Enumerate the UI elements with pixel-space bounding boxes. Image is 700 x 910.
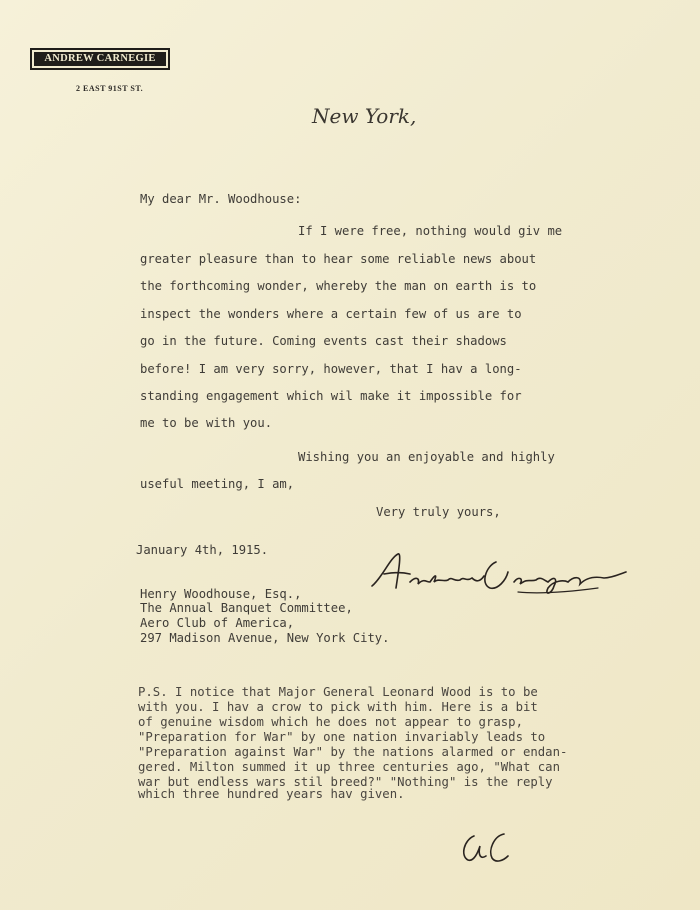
place-line: New York,	[312, 104, 417, 128]
initials-signature	[454, 826, 514, 870]
recipient-line: Aero Club of America,	[140, 616, 295, 630]
postscript-line: gered. Milton summed it up three centuries ago, "What can	[138, 760, 560, 774]
signature	[368, 548, 630, 600]
recipient-line: Henry Woodhouse, Esq.,	[140, 587, 302, 601]
body-line: greater pleasure than to hear some reliable news about	[140, 252, 537, 266]
body-line: me to be with you.	[140, 416, 273, 430]
closing: Very truly yours,	[376, 505, 501, 519]
letterhead-logo: ANDREW CARNEGIE	[30, 48, 170, 70]
recipient-line: The Annual Banquet Committee,	[140, 601, 353, 615]
body-line: Wishing you an enjoyable and highly	[298, 450, 555, 464]
body-line: inspect the wonders where a certain few of us are to	[140, 307, 522, 321]
body-line: before! I am very sorry, however, that I hav a long-	[140, 362, 522, 376]
date-line: January 4th, 1915.	[136, 543, 269, 557]
recipient-line: 297 Madison Avenue, New York City.	[140, 631, 390, 645]
body-line: useful meeting, I am,	[140, 477, 295, 491]
postscript-line: "Preparation for War" by one nation invariably leads to	[138, 730, 546, 744]
postscript-line: "Preparation against War" by the nations alarmed or endan-	[138, 745, 568, 759]
postscript-line: war but endless wars stil breed?" "Nothing" is the reply	[138, 775, 553, 789]
postscript-line: with you. I hav a crow to pick with him. Here is a bit	[138, 700, 538, 714]
letterhead-address: 2 EAST 91ST ST.	[76, 84, 144, 93]
postscript-line: of genuine wisdom which he does not appear to grasp,	[138, 715, 523, 729]
postscript-line: which three hundred years hav given.	[138, 787, 405, 801]
body-line: go in the future. Coming events cast their shadows	[140, 334, 507, 348]
body-line: If I were free, nothing would giv me	[298, 224, 563, 238]
salutation: My dear Mr. Woodhouse:	[140, 192, 302, 206]
body-line: standing engagement which wil make it impossible for	[140, 389, 522, 403]
postscript-line: P.S. I notice that Major General Leonard Wood is to be	[138, 685, 538, 699]
body-line: the forthcoming wonder, whereby the man on earth is to	[140, 279, 537, 293]
